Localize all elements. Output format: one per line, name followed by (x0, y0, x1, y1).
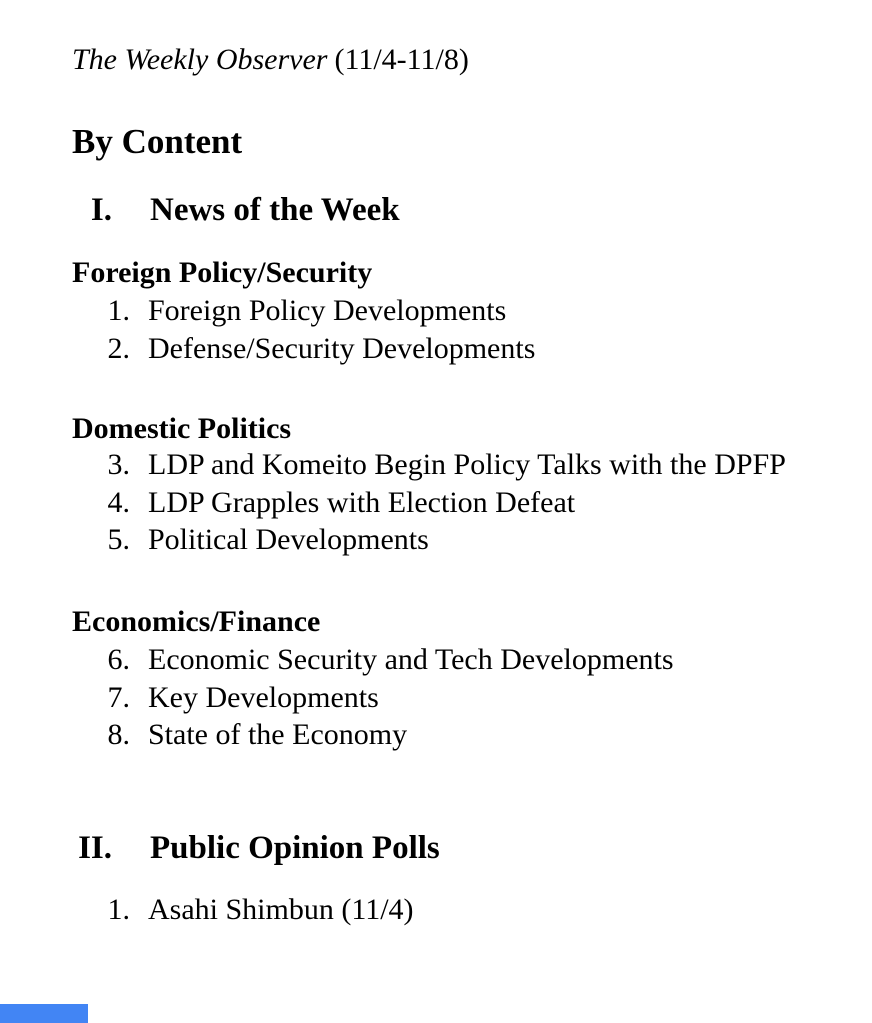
list-item-number: 6. (107, 643, 130, 676)
list-item-text: Defense/Security Developments (148, 331, 536, 365)
list-item-text: LDP Grapples with Election Defeat (148, 485, 576, 519)
masthead-line (72, 43, 469, 78)
list-item-text: Asahi Shimbun (11/4) (148, 893, 414, 926)
publication-title: The Weekly Observer (72, 43, 328, 76)
group-header-domestic-politics: Domestic Politics (72, 412, 292, 445)
list-item (0, 716, 674, 754)
list-item-number: 3. (107, 448, 130, 481)
list-foreign-policy-security (0, 292, 535, 367)
group-header-foreign-policy-security: Foreign Policy/Security (72, 256, 373, 289)
list-item-text: Foreign Policy Developments (148, 294, 507, 327)
list-item-text: LDP and Komeito Begin Policy Talks with the DPFP (148, 448, 786, 481)
section-title: Public Opinion Polls (150, 830, 440, 866)
list-item (0, 679, 674, 717)
date-range: (11/4-11/8) (334, 43, 469, 76)
list-item (0, 292, 535, 330)
list-item (0, 891, 414, 929)
list-domestic-politics (0, 446, 786, 559)
list-item-text: Economic Security and Tech Developments (148, 643, 674, 676)
section-heading-public-opinion-polls (0, 830, 440, 868)
list-item-number: 1. (107, 893, 130, 926)
list-item-text: Political Developments (148, 523, 429, 556)
list-item-number: 1. (107, 294, 130, 327)
list-item (0, 521, 786, 559)
section-numeral: I. (90, 192, 112, 228)
list-item (0, 330, 535, 368)
page-title: By Content (72, 122, 243, 161)
section-numeral: II. (78, 830, 112, 866)
list-item-text: State of the Economy (148, 718, 408, 751)
list-item-number: 7. (107, 680, 130, 714)
list-item (0, 484, 786, 522)
list-economics-finance (0, 641, 674, 754)
section-title: News of the Week (150, 192, 400, 228)
list-item-text: Key Developments (148, 680, 379, 714)
selection-highlight-bar (0, 1004, 88, 1023)
list-item (0, 446, 786, 484)
list-item-number: 5. (107, 523, 130, 556)
list-public-opinion-polls (0, 891, 414, 929)
list-item-number: 2. (107, 331, 130, 365)
list-item-number: 4. (107, 485, 130, 519)
group-header-economics-finance: Economics/Finance (72, 605, 321, 638)
list-item (0, 641, 674, 679)
list-item-number: 8. (107, 718, 130, 751)
section-heading-news-of-the-week (0, 192, 400, 230)
